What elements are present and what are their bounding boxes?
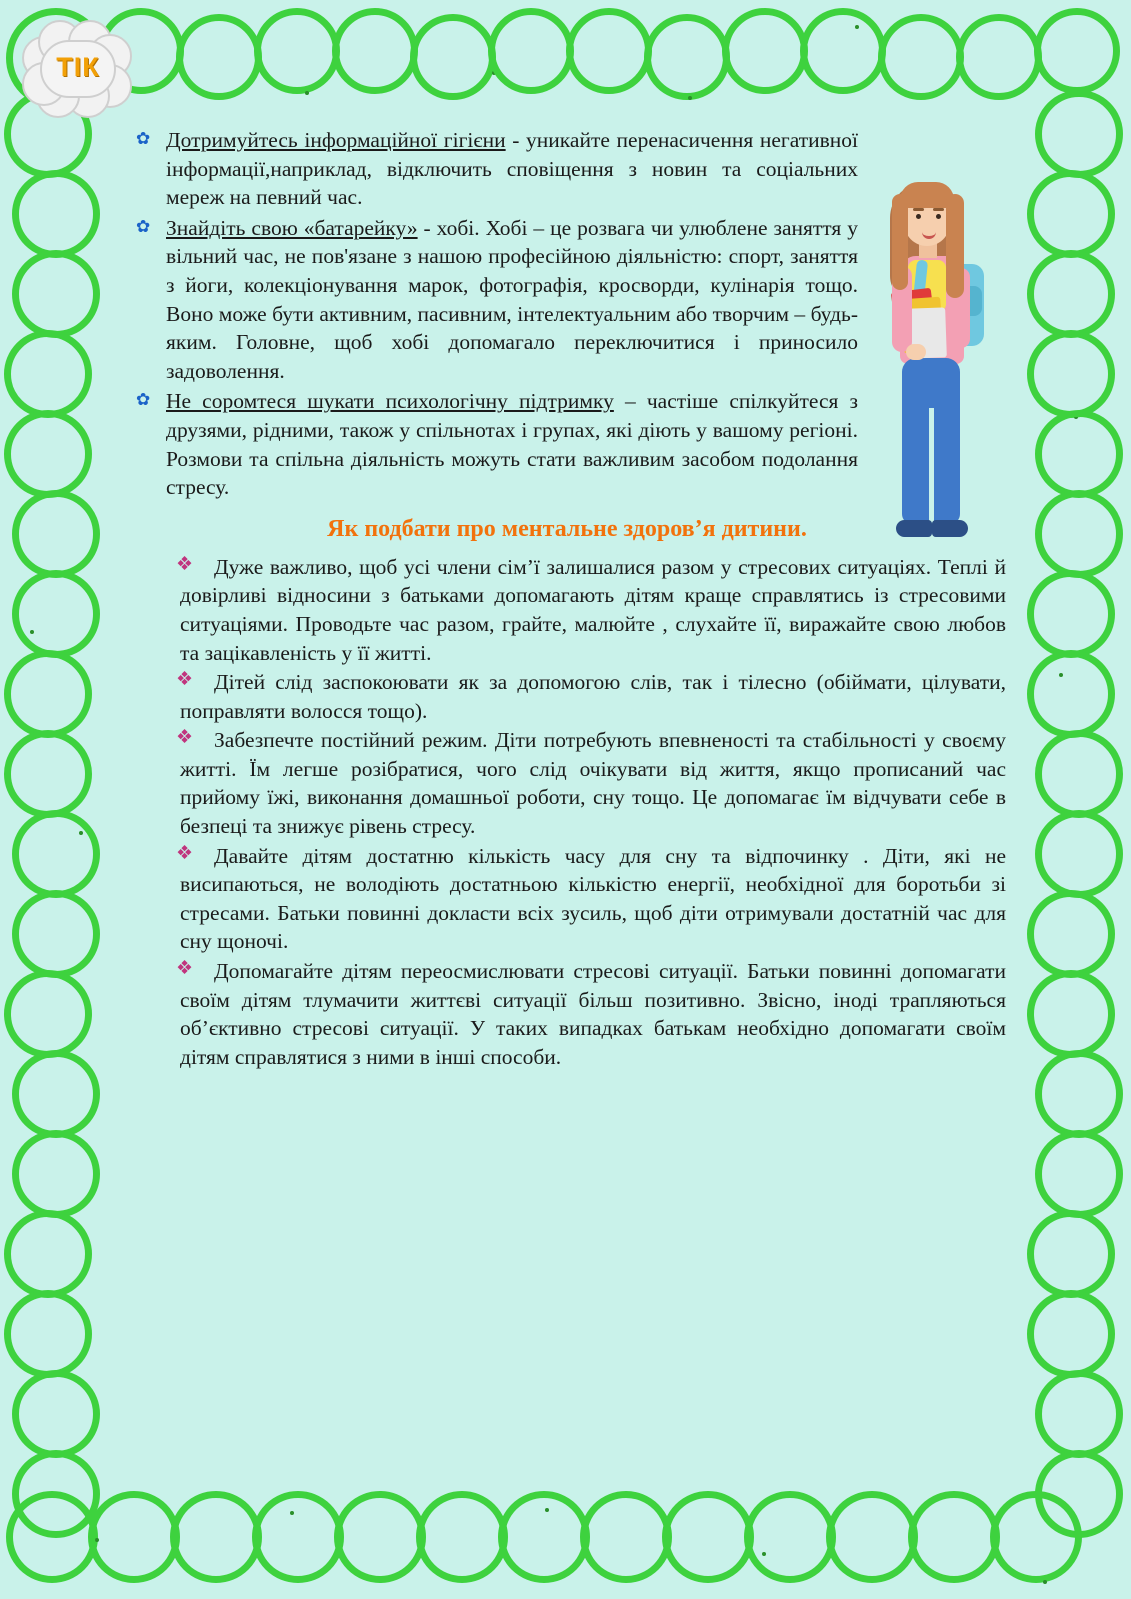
list-item xyxy=(128,387,858,501)
decorative-ring xyxy=(644,14,730,100)
diamond-bullet-icon: ❖ xyxy=(176,842,194,864)
article-content xyxy=(128,126,1006,1072)
section-heading: Як подбати про ментальне здоров’я дитини. xyxy=(327,515,807,542)
decorative-ring xyxy=(1035,730,1123,818)
decorative-ring xyxy=(878,14,964,100)
advice-list-children xyxy=(128,553,1006,1072)
decorative-ring xyxy=(12,250,100,338)
gear-bullet-icon: ✿ xyxy=(136,216,151,236)
decorative-ring xyxy=(1027,650,1115,738)
decorative-ring xyxy=(956,14,1042,100)
decorative-ring xyxy=(4,730,92,818)
decorative-ring xyxy=(254,8,340,94)
list-item-lead: Дотримуйтесь інформаційної гігієни xyxy=(166,128,506,152)
list-item-text: – частіше спілкуйтеся з друзями, рідними, також у спільнотах і групах, які діють у вашому регіоні. Розмови та спільна діяльність можуть стати важливим засобом подолання стресу. xyxy=(166,389,858,500)
decorative-ring xyxy=(4,1210,92,1298)
decorative-ring xyxy=(12,890,100,978)
diamond-bullet-icon: ❖ xyxy=(176,958,194,980)
decorative-ring xyxy=(1027,250,1115,338)
decorative-ring xyxy=(662,1491,754,1583)
decorative-ring xyxy=(12,810,100,898)
decorative-ring xyxy=(1027,570,1115,658)
decorative-ring xyxy=(566,8,652,94)
diamond-bullet-icon: ❖ xyxy=(176,727,194,749)
list-item xyxy=(128,726,1006,840)
list-item-lead: Знайдіть свою «батарейку» xyxy=(166,215,418,240)
decorative-ring xyxy=(88,1491,180,1583)
list-item-text: - хобі. Хобі – це розвага чи улюблене заняття у вільний час, не пов'язане з нашою професійною діяльністю: спорт, заняття з йоги, колекціонування марок, фотографія, кросворди, кулінарія тощо. Воно може бути активним, пасивним, інтелектуальним або творчим – будь-яким. Головне, щоб хобі допомагало переключитися і приносило задоволення. xyxy=(166,215,858,383)
decorative-ring xyxy=(1035,1450,1123,1538)
list-item xyxy=(128,126,858,212)
decorative-ring xyxy=(800,8,886,94)
decorative-ring xyxy=(410,14,496,100)
list-item xyxy=(128,668,1006,725)
decorative-ring xyxy=(1035,1370,1123,1458)
decorative-ring xyxy=(580,1491,672,1583)
list-item-text: - уникайте перенасичення негативної інформації,наприклад, відключить сповіщення з новин та соціальних мереж на певний час. xyxy=(166,128,859,210)
decorative-ring xyxy=(722,8,808,94)
decorative-ring xyxy=(1027,890,1115,978)
decorative-ring xyxy=(252,1491,344,1583)
decorative-ring xyxy=(498,1491,590,1583)
decorative-ring xyxy=(4,410,92,498)
list-item-text: Забезпечте постійний режим. Діти потребують впевненості та стабільності у своєму житті. Їм легше розібратися, чого слід очікувати від життя, якщо прописаний час прийому їжі, виконання домашньої роботи, сну тощо. Це допомагає їм відчувати себе в безпеці та знижує рівень стресу. xyxy=(180,728,1006,839)
decorative-ring xyxy=(744,1491,836,1583)
list-item-text: Давайте дітям достатню кількість часу для сну та відпочинку . Діти, які не висипаються, не володіють достатньою кількістю енергії, необхідної для боротьби зі стресами. Батьки повинні докласти всіх зусиль, щоб діти отримували достатній час для сну щоночі. xyxy=(180,843,1006,954)
decorative-ring xyxy=(1027,1290,1115,1378)
gear-bullet-icon: ✿ xyxy=(136,390,151,410)
decorative-ring xyxy=(12,490,100,578)
decorative-ring xyxy=(4,330,92,418)
decorative-ring xyxy=(908,1491,1000,1583)
decorative-ring xyxy=(12,1370,100,1458)
decorative-ring xyxy=(1035,810,1123,898)
decorative-ring xyxy=(1035,90,1123,178)
tik-logo xyxy=(22,20,134,120)
decorative-ring xyxy=(826,1491,918,1583)
list-item xyxy=(128,553,1006,667)
list-item-lead: Не соромтеся шукати психологічну підтримку xyxy=(166,389,614,414)
list-item xyxy=(128,957,1006,1071)
decorative-ring xyxy=(4,970,92,1058)
decorative-ring xyxy=(12,1050,100,1138)
tik-logo-text: ТІК xyxy=(56,52,100,82)
decorative-ring xyxy=(176,14,262,100)
decorative-ring xyxy=(1035,1050,1123,1138)
decorative-ring xyxy=(170,1491,262,1583)
decorative-ring xyxy=(416,1491,508,1583)
decorative-ring xyxy=(1027,330,1115,418)
list-item xyxy=(128,214,858,386)
decorative-ring xyxy=(1035,410,1123,498)
decorative-ring xyxy=(4,1290,92,1378)
diamond-bullet-icon: ❖ xyxy=(176,669,194,691)
decorative-ring xyxy=(12,1450,100,1538)
decorative-ring xyxy=(1035,1130,1123,1218)
decorative-ring xyxy=(332,8,418,94)
decorative-ring xyxy=(12,170,100,258)
list-item-text: Дуже важливо, щоб усі члени сім’ї залишалися разом у стресових ситуаціях. Теплі й довірливі відносини з батьками допомагають дітям краще справлятись із стресовими ситуаціями. Проводьте час разом, грайте, малюйте , слухайте її, виражайте свою любов та зацікавленість у її житті. xyxy=(180,554,1006,665)
decorative-ring xyxy=(488,8,574,94)
gear-bullet-icon: ✿ xyxy=(136,129,151,148)
decorative-ring xyxy=(1027,970,1115,1058)
decorative-ring xyxy=(1034,8,1120,94)
list-item xyxy=(128,842,1006,956)
diamond-bullet-icon: ❖ xyxy=(176,553,194,575)
list-item-text: Допомагайте дітям переосмислювати стресові ситуації. Батьки повинні допомагати своїм дітям тлумачити життєві ситуації більш позитивно. Звісно, іноді трапляються об’єктивно стресові ситуації. У таких випадках батькам необхідно допомагати своїм дітям справлятися з ними в інші способи. xyxy=(180,959,1006,1069)
decorative-ring xyxy=(4,650,92,738)
decorative-ring xyxy=(1027,1210,1115,1298)
list-item-text: Дітей слід заспокоювати як за допомогою слів, так і тілесно (обіймати, цілувати, поправляти волосся тощо). xyxy=(180,670,1006,723)
decorative-ring xyxy=(334,1491,426,1583)
decorative-ring xyxy=(12,570,100,658)
decorative-ring xyxy=(1035,490,1123,578)
decorative-ring xyxy=(12,1130,100,1218)
decorative-ring xyxy=(1027,170,1115,258)
advice-list-adults xyxy=(128,126,858,502)
